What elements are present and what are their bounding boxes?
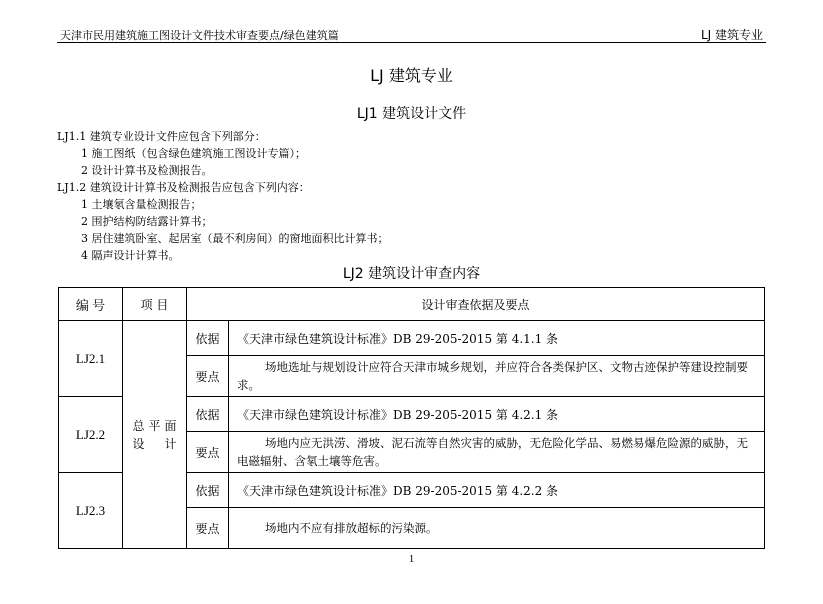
clause-lj1-2: LJ1.2 建筑设计计算书及检测报告应包含下列内容： <box>57 181 310 194</box>
basis-label: 依据 <box>187 321 229 356</box>
running-header-chapter: LJ 建筑专业 <box>700 28 763 42</box>
item-label: 总 平 面 设 计 <box>132 418 177 451</box>
basis-label: 依据 <box>187 473 229 508</box>
basis-label: 依据 <box>187 397 229 432</box>
basis-text: 《天津市绿色建筑设计标准》DB 29-205-2015 第 4.2.1 条 <box>229 397 765 432</box>
point-cell <box>229 432 765 473</box>
header-item: 项 目 <box>123 288 187 321</box>
section-title-lj1: LJ1 建筑设计文件 <box>356 106 467 122</box>
section-title-lj2: LJ2 建筑设计审查内容 <box>342 266 481 282</box>
clause-lj1-1: LJ1.1 建筑专业设计文件应包含下列部分： <box>57 130 266 143</box>
clause-item: 1 施工图纸（包含绿色建筑施工图设计专篇）； <box>81 147 306 160</box>
header-code: 编 号 <box>59 288 123 321</box>
point-text: 场地内应无洪涝、滑坡、泥石流等自然灾害的威胁，无危险化学品、易燃易爆危险源的威胁，无电磁辐射、含氡土壤等危害。 <box>237 436 748 468</box>
clause-item: 1 土壤氡含量检测报告； <box>81 198 202 211</box>
table-header-row <box>59 288 765 321</box>
point-text: 场地内不应有排放超标的污染源。 <box>265 521 438 535</box>
row-code: LJ2.2 <box>59 397 123 473</box>
running-header-title: 天津市民用建筑施工图设计文件技术审查要点/绿色建筑篇 <box>60 29 339 42</box>
point-cell <box>229 508 765 549</box>
review-table <box>58 287 765 549</box>
point-label: 要点 <box>187 432 229 473</box>
point-label: 要点 <box>187 508 229 549</box>
item-cell <box>123 321 187 549</box>
header-divider <box>57 42 766 43</box>
clause-item: 2 设计计算书及检测报告。 <box>81 164 213 177</box>
clause-item: 4 隔声设计计算书。 <box>81 249 180 262</box>
clause-item: 3 居住建筑卧室、起居室（最不利房间）的窗地面积比计算书； <box>81 232 389 245</box>
point-text: 场地选址与规划设计应符合天津市城乡规划，并应符合各类保护区、文物古迹保护等建设控制要求。 <box>237 360 748 392</box>
section-body <box>57 128 389 264</box>
basis-text: 《天津市绿色建筑设计标准》DB 29-205-2015 第 4.1.1 条 <box>229 321 765 356</box>
row-code: LJ2.3 <box>59 473 123 549</box>
header-basis: 设计审查依据及要点 <box>187 288 765 321</box>
basis-text: 《天津市绿色建筑设计标准》DB 29-205-2015 第 4.2.2 条 <box>229 473 765 508</box>
row-code: LJ2.1 <box>59 321 123 397</box>
point-cell <box>229 356 765 397</box>
point-label: 要点 <box>187 356 229 397</box>
clause-item: 2 围护结构防结露计算书； <box>81 215 213 228</box>
page-number: 1 <box>408 553 415 565</box>
table-row <box>59 321 765 356</box>
chapter-title: LJ 建筑专业 <box>370 66 453 85</box>
